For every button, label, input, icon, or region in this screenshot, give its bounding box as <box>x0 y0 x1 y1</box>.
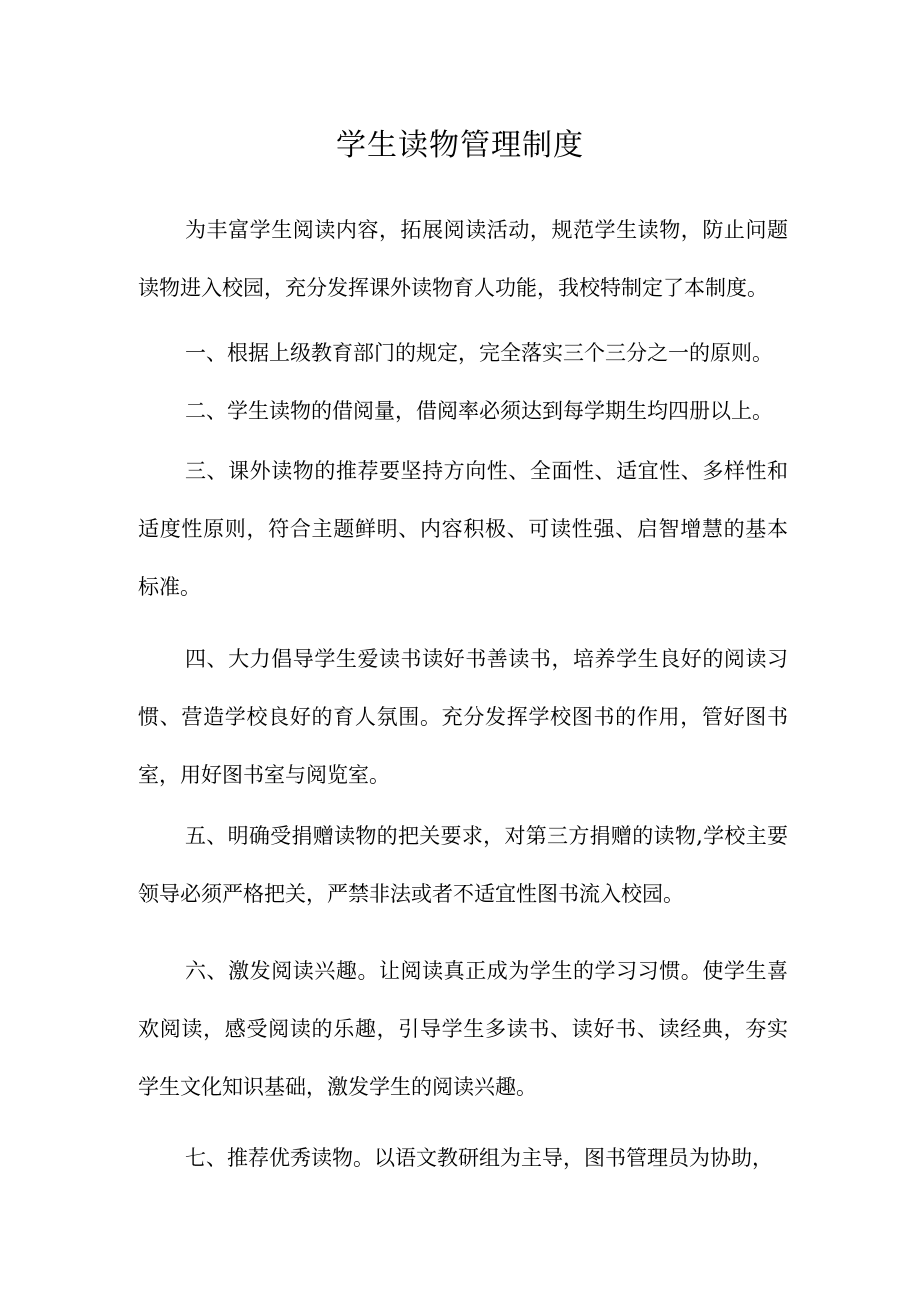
rule-3-paragraph: 三、课外读物的推荐要坚持方向性、全面性、适宜性、多样性和适度性原则，符合主题鲜明、内容积极、可读性强、启智增慧的基本标准。 <box>138 459 788 599</box>
rule-4-paragraph: 四、大力倡导学生爱读书读好书善读书，培养学生良好的阅读习惯、营造学校良好的育人氛围。充分发挥学校图书的作用，管好图书室，用好图书室与阅览室。 <box>138 647 788 787</box>
rule-7-paragraph: 七、推荐优秀读物。以语文教研组为主导，图书管理员为协助， <box>185 1146 773 1170</box>
rule-6-paragraph: 六、激发阅读兴趣。让阅读真正成为学生的学习习惯。使学生喜欢阅读，感受阅读的乐趣，引导学生多读书、读好书、读经典，夯实学生文化知识基础，激发学生的阅读兴趣。 <box>138 959 788 1099</box>
rule-5-paragraph: 五、明确受捐赠读物的把关要求，对第三方捐赠的读物,学校主要领导必须严格把关，严禁非法或者不适宜性图书流入校园。 <box>138 824 788 906</box>
rule-2-paragraph: 二、学生读物的借阅量，借阅率必须达到每学期生均四册以上。 <box>185 399 773 423</box>
intro-paragraph: 为丰富学生阅读内容，拓展阅读活动，规范学生读物，防止问题读物进入校园，充分发挥课外读物育人功能，我校特制定了本制度。 <box>138 218 788 300</box>
rule-1-paragraph: 一、根据上级教育部门的规定，完全落实三个三分之一的原则。 <box>185 341 773 365</box>
document-title: 学生读物管理制度 <box>336 128 584 163</box>
